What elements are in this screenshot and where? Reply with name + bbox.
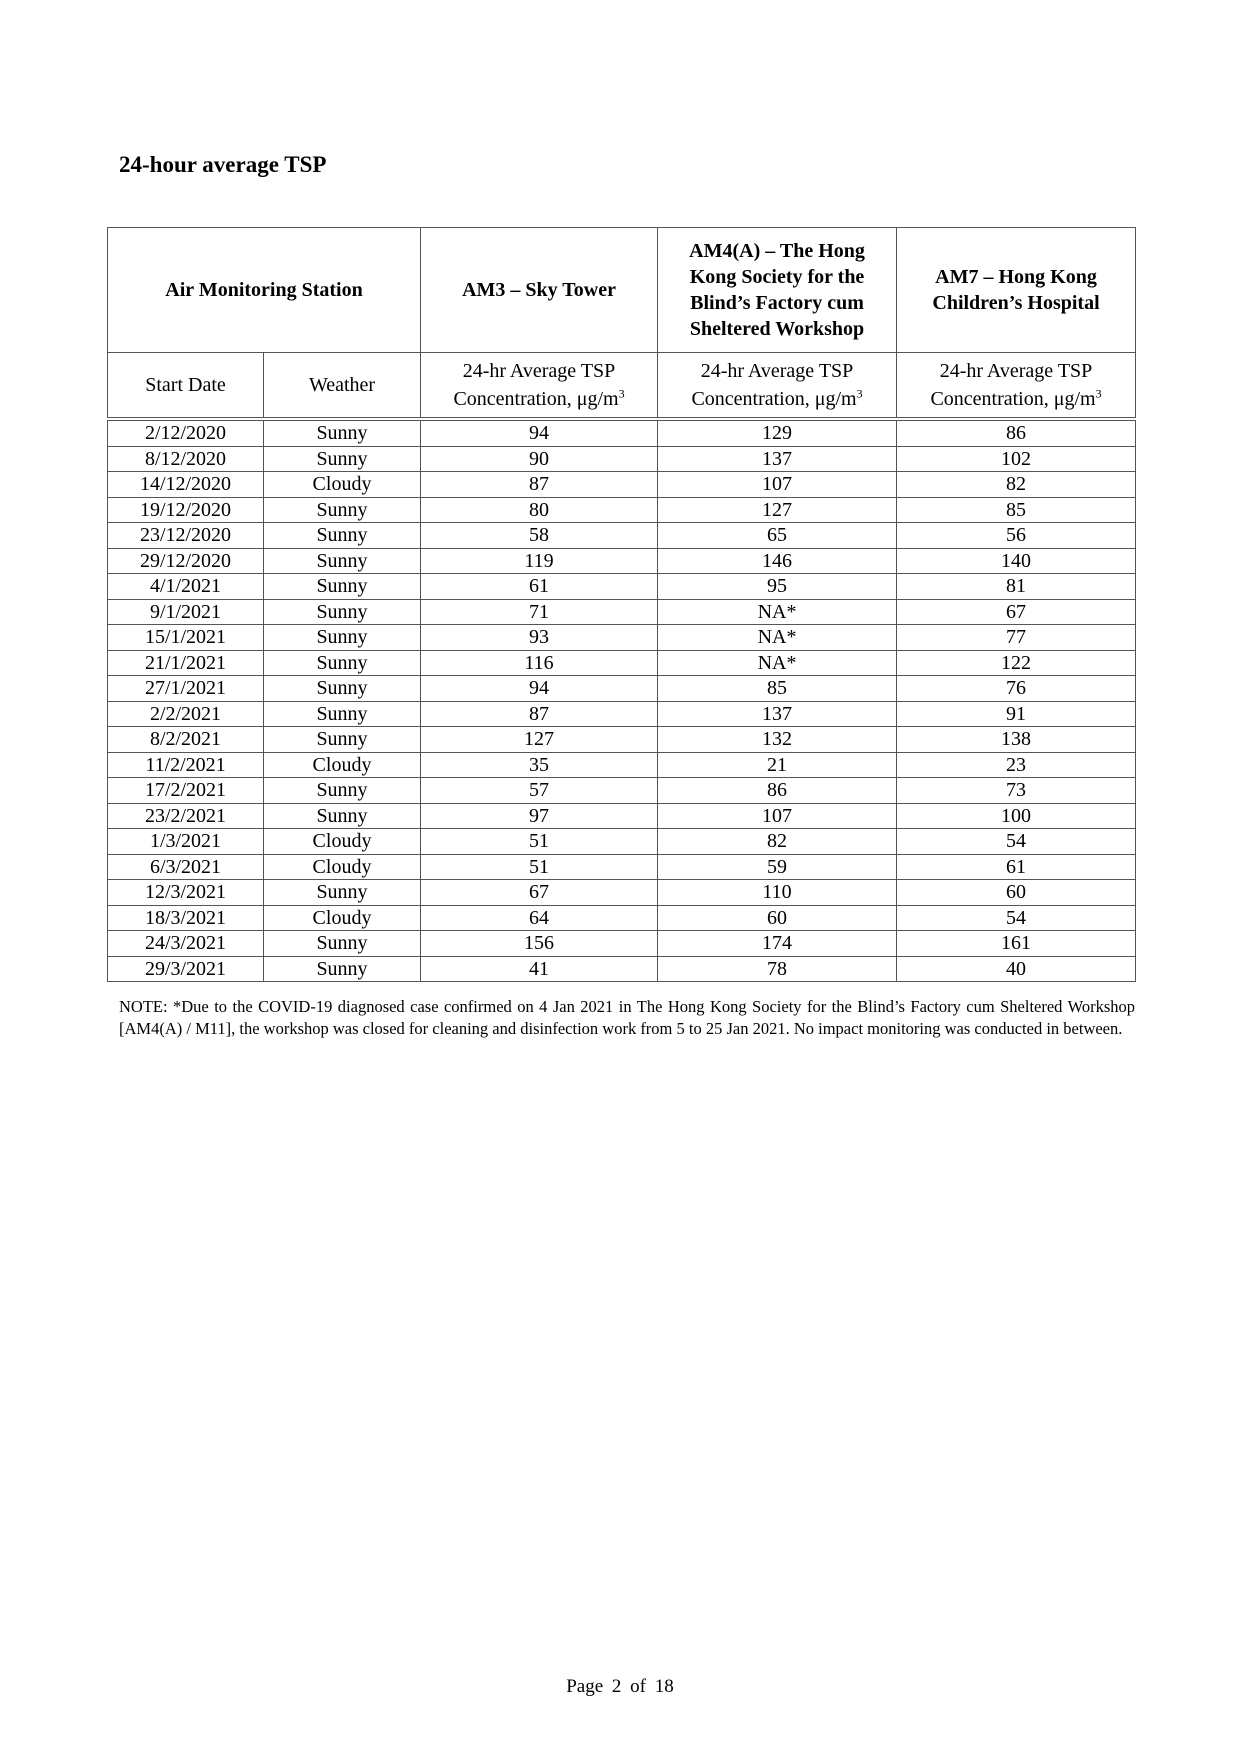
cell-date: 19/12/2020 [108,497,264,523]
cell-am4a: 107 [658,803,897,829]
cell-am4a: NA* [658,599,897,625]
cell-am7: 54 [897,905,1136,931]
table-row [108,548,1136,574]
covid-note: NOTE: *Due to the COVID-19 diagnosed case confirmed on 4 Jan 2021 in The Hong Kong Society for the Blind’s Factory cum Sheltered Workshop [AM4(A) / M11], the workshop was closed for cleaning and disinfection work from 5 to 25 Jan 2021. No impact monitoring was conducted in between. [119,997,1135,1038]
cell-am7: 81 [897,574,1136,600]
cell-weather: Sunny [264,778,421,804]
cell-weather: Sunny [264,497,421,523]
cell-am3: 156 [421,931,658,957]
cell-weather: Sunny [264,956,421,982]
table-row [108,956,1136,982]
cell-weather: Cloudy [264,752,421,778]
cell-am3: 127 [421,727,658,753]
header-station-am4a: AM4(A) – The Hong Kong Society for the Blind’s Factory cum Sheltered Workshop [658,228,897,353]
cell-am4a: 146 [658,548,897,574]
cell-am4a: 107 [658,472,897,498]
cell-am3: 116 [421,650,658,676]
cell-am3: 64 [421,905,658,931]
cell-am4a: 60 [658,905,897,931]
table-row [108,752,1136,778]
header-weather: Weather [264,353,421,420]
cell-weather: Sunny [264,931,421,957]
cell-date: 8/2/2021 [108,727,264,753]
cell-am7: 61 [897,854,1136,880]
header-am7-measure: 24-hr Average TSP Concentration, $\mu g/m^3$ [897,353,1136,420]
cell-am7: 161 [897,931,1136,957]
cell-date: 24/3/2021 [108,931,264,957]
table-row [108,880,1136,906]
cell-weather: Sunny [264,599,421,625]
cell-am7: 60 [897,880,1136,906]
cell-date: 29/3/2021 [108,956,264,982]
cell-am3: 97 [421,803,658,829]
cell-date: 14/12/2020 [108,472,264,498]
cell-am7: 100 [897,803,1136,829]
table-row [108,650,1136,676]
table-row [108,497,1136,523]
cell-am7: 73 [897,778,1136,804]
cell-am7: 56 [897,523,1136,549]
cell-weather: Sunny [264,625,421,651]
cell-am3: 51 [421,829,658,855]
cell-am7: 102 [897,446,1136,472]
cell-am7: 76 [897,676,1136,702]
cell-am3: 71 [421,599,658,625]
cell-am3: 87 [421,701,658,727]
cell-am7: 54 [897,829,1136,855]
cell-am4a: 65 [658,523,897,549]
cell-am3: 57 [421,778,658,804]
cell-am4a: 137 [658,446,897,472]
cell-am3: 80 [421,497,658,523]
table-row [108,574,1136,600]
cell-am4a: 127 [658,497,897,523]
table-row [108,905,1136,931]
cell-am4a: 174 [658,931,897,957]
cell-am3: 94 [421,419,658,446]
cell-weather: Sunny [264,880,421,906]
cell-date: 23/2/2021 [108,803,264,829]
table-row [108,778,1136,804]
cell-am4a: 85 [658,676,897,702]
cell-date: 15/1/2021 [108,625,264,651]
header-am4a-measure: 24-hr Average TSP Concentration, $\mu g/m^3$ [658,353,897,420]
cell-date: 11/2/2021 [108,752,264,778]
page-number: Page 2 of 18 [566,1676,674,1697]
header-start-date: Start Date [108,353,264,420]
header-station-am7: AM7 – Hong Kong Children’s Hospital [897,228,1136,353]
cell-weather: Cloudy [264,905,421,931]
header-station-am3: AM3 – Sky Tower [421,228,658,353]
table-row [108,931,1136,957]
cell-date: 1/3/2021 [108,829,264,855]
table-row [108,472,1136,498]
table-row [108,803,1136,829]
cell-am3: 61 [421,574,658,600]
cell-date: 27/1/2021 [108,676,264,702]
cell-date: 12/3/2021 [108,880,264,906]
cell-am3: 41 [421,956,658,982]
tsp-table-body [108,419,1136,982]
cell-weather: Sunny [264,676,421,702]
cell-date: 6/3/2021 [108,854,264,880]
cell-am7: 23 [897,752,1136,778]
cell-am7: 85 [897,497,1136,523]
cell-am4a: 95 [658,574,897,600]
table-row [108,446,1136,472]
cell-weather: Sunny [264,574,421,600]
table-row [108,676,1136,702]
cell-am3: 87 [421,472,658,498]
table-row [108,727,1136,753]
cell-am4a: NA* [658,650,897,676]
cell-am3: 93 [421,625,658,651]
cell-am3: 58 [421,523,658,549]
table-row [108,625,1136,651]
cell-date: 18/3/2021 [108,905,264,931]
cell-weather: Sunny [264,701,421,727]
cell-am4a: 132 [658,727,897,753]
cell-am4a: 110 [658,880,897,906]
cell-am4a: 59 [658,854,897,880]
cell-weather: Sunny [264,650,421,676]
cell-date: 29/12/2020 [108,548,264,574]
cell-date: 23/12/2020 [108,523,264,549]
cell-am7: 140 [897,548,1136,574]
cell-weather: Sunny [264,446,421,472]
cell-am7: 138 [897,727,1136,753]
cell-weather: Sunny [264,727,421,753]
cell-am4a: 21 [658,752,897,778]
cell-am4a: 129 [658,419,897,446]
cell-date: 2/12/2020 [108,419,264,446]
cell-weather: Cloudy [264,829,421,855]
table-row [108,854,1136,880]
cell-am7: 86 [897,419,1136,446]
cell-am7: 40 [897,956,1136,982]
cell-am4a: 137 [658,701,897,727]
cell-weather: Sunny [264,548,421,574]
cell-weather: Cloudy [264,854,421,880]
cell-am3: 51 [421,854,658,880]
cell-weather: Sunny [264,419,421,446]
section-heading: 24-hour average TSP [119,152,327,177]
cell-am7: 67 [897,599,1136,625]
cell-date: 4/1/2021 [108,574,264,600]
cell-am3: 94 [421,676,658,702]
header-am3-measure: 24-hr Average TSP Concentration, $\mu g/m^3$ [421,353,658,420]
cell-am7: 122 [897,650,1136,676]
cell-weather: Sunny [264,523,421,549]
cell-am3: 67 [421,880,658,906]
cell-am4a: NA* [658,625,897,651]
cell-weather: Sunny [264,803,421,829]
tsp-table [107,227,1136,982]
cell-am7: 82 [897,472,1136,498]
cell-date: 21/1/2021 [108,650,264,676]
cell-am7: 91 [897,701,1136,727]
header-row-fields [108,353,1136,420]
table-row [108,523,1136,549]
cell-am4a: 82 [658,829,897,855]
cell-am3: 119 [421,548,658,574]
cell-am4a: 86 [658,778,897,804]
header-row-stations [108,228,1136,353]
table-row [108,701,1136,727]
cell-date: 2/2/2021 [108,701,264,727]
cell-date: 17/2/2021 [108,778,264,804]
table-row [108,599,1136,625]
cell-weather: Cloudy [264,472,421,498]
table-row [108,829,1136,855]
table-row [108,419,1136,446]
cell-am3: 90 [421,446,658,472]
cell-am3: 35 [421,752,658,778]
cell-am4a: 78 [658,956,897,982]
cell-am7: 77 [897,625,1136,651]
cell-date: 9/1/2021 [108,599,264,625]
cell-date: 8/12/2020 [108,446,264,472]
header-air-monitoring-station: Air Monitoring Station [108,228,421,353]
